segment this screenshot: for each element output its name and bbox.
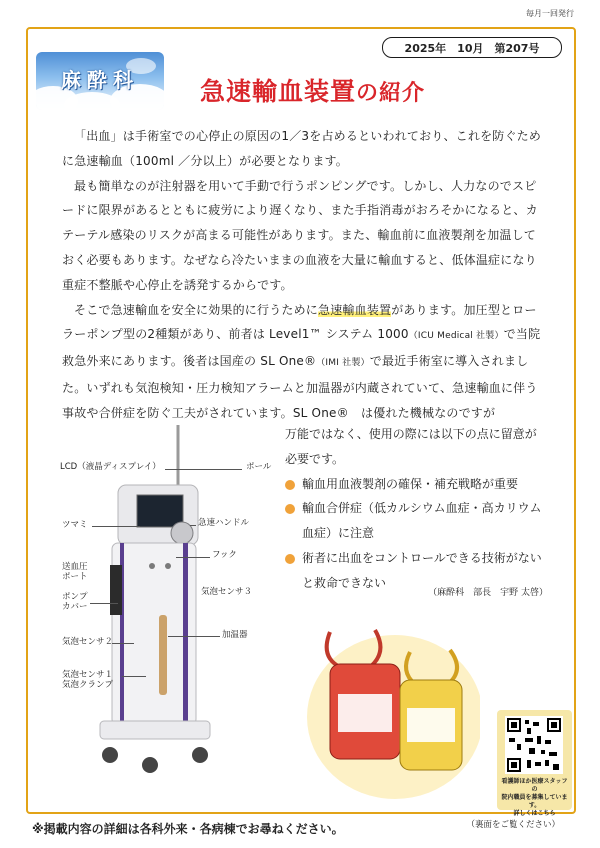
blood-bags-illustration: [300, 612, 480, 802]
paragraph-3: [62, 298, 544, 426]
department-badge: [36, 52, 164, 110]
device-illustration: [40, 425, 280, 810]
label-lcd: LCD（液晶ディスプレイ）: [60, 462, 161, 472]
leader-line: [112, 643, 134, 644]
bullet-icon: [285, 504, 295, 514]
leader-line: [92, 526, 140, 527]
bullet-icon: [285, 480, 295, 490]
label-bubble-sensor-2: 気泡センサ２: [62, 637, 114, 647]
caution-item: [285, 472, 547, 497]
label-pole: ポール: [246, 462, 272, 472]
p3-text-d: で最近手術室に導入されました。いずれも気泡検知・圧力検知アラームと加温器が内蔵されていて、急速輸血に伴う事故や合併症を防ぐ工夫がされています。SL One® は優れた機械なのですが: [62, 354, 538, 420]
leader-line: [90, 603, 118, 604]
qr-code-icon[interactable]: [505, 716, 563, 774]
caution-section: [285, 422, 547, 596]
p3-text-c: で当院救急外来にあります。後者は国産の SL One®: [62, 327, 541, 369]
leader-line: [176, 557, 210, 558]
caution-text: 輸血合併症（低カルシウム血症・高カリウム血症）に注意: [302, 501, 542, 541]
article-body: [62, 124, 544, 426]
leader-line: [190, 525, 196, 526]
qr-caption: 看護師ほか医療スタッフの 院内職員を募集しています。 詳しくはこちら: [501, 778, 568, 817]
caution-text: 術者に出血をコントロールできる技術がないと救命できない: [302, 550, 542, 590]
label-pressure-port: 送血圧 ポート: [62, 562, 88, 582]
p3-text-a: そこで急速輸血を安全に効果的に行うために: [74, 302, 319, 317]
p3-maker-2: （IMI 社製）: [316, 358, 370, 369]
recruit-qr-box[interactable]: [497, 710, 572, 817]
caution-text: 輸血用血液製剤の確保・補充戦略が重要: [302, 476, 519, 491]
device-image: [40, 425, 280, 810]
paragraph-1: 「出血」は手術室での心停止の原因の1／3を占めるといわれており、これを防ぐために急速輸血（100ml ／分以上）が必要となります。: [62, 129, 542, 168]
title-main: 急速輸血装置: [200, 77, 357, 106]
label-knob: ツマミ: [62, 520, 88, 530]
leader-line: [182, 469, 242, 470]
leader-line: [168, 636, 220, 637]
label-warmer: 加温器: [222, 630, 248, 640]
highlight-device-name: 急速輸血装置: [318, 302, 392, 317]
issue-number: 2025年 10月 第207号: [382, 37, 562, 58]
caution-list: [285, 472, 547, 596]
p3-maker-1: （ICU Medical 社製）: [408, 331, 504, 342]
footer-note: ※掲載内容の詳細は各科外来・各病棟でお尋ねください。: [32, 822, 344, 836]
see-reverse-note: （裏面をご覧ください）: [466, 820, 560, 830]
label-pump-cover: ポンプ カバー: [62, 592, 88, 612]
title-tail: の紹介: [356, 81, 426, 106]
label-rapid-handle: 急速ハンドル: [198, 518, 250, 528]
label-bubble-sensor-3: 気泡センサ３: [201, 587, 253, 597]
blood-bag-icon: [300, 612, 480, 802]
department-name: 麻酔科: [61, 68, 139, 92]
p3-text-b: があります。加圧型とローラーポンプ型の2種類があり、前者は Level1™ システム 1000: [62, 302, 537, 342]
label-hook: フック: [212, 550, 237, 560]
issue-frequency: 毎月一回発行: [526, 9, 574, 18]
paragraph-2: 最も簡単なのが注射器を用いて手動で行うポンピングです。しかし、人力なのでスピードに限界があるとともに疲労により遅くなり、また手指消毒がおろそかになると、カテーテル感染のリスクが高まる可能性があります。また、輸血前に血液製剤を加温しておく必要もあります。なぜなら冷たいままの血液を大量に輸血すると、低体温症になり重症不整脈や心停止を誘発するからです。: [62, 178, 538, 292]
author-credit: （麻酔科 部長 宇野 太啓）: [428, 588, 548, 598]
bullet-icon: [285, 554, 295, 564]
page-title: [200, 72, 425, 108]
leader-line: [122, 676, 146, 677]
caution-lead: 万能ではなく、使用の際には以下の点に留意が必要です。: [285, 427, 537, 466]
caution-item: [285, 496, 547, 546]
label-bubble-sensor-1: 気泡センサ１ 気泡クランプ: [62, 670, 114, 690]
